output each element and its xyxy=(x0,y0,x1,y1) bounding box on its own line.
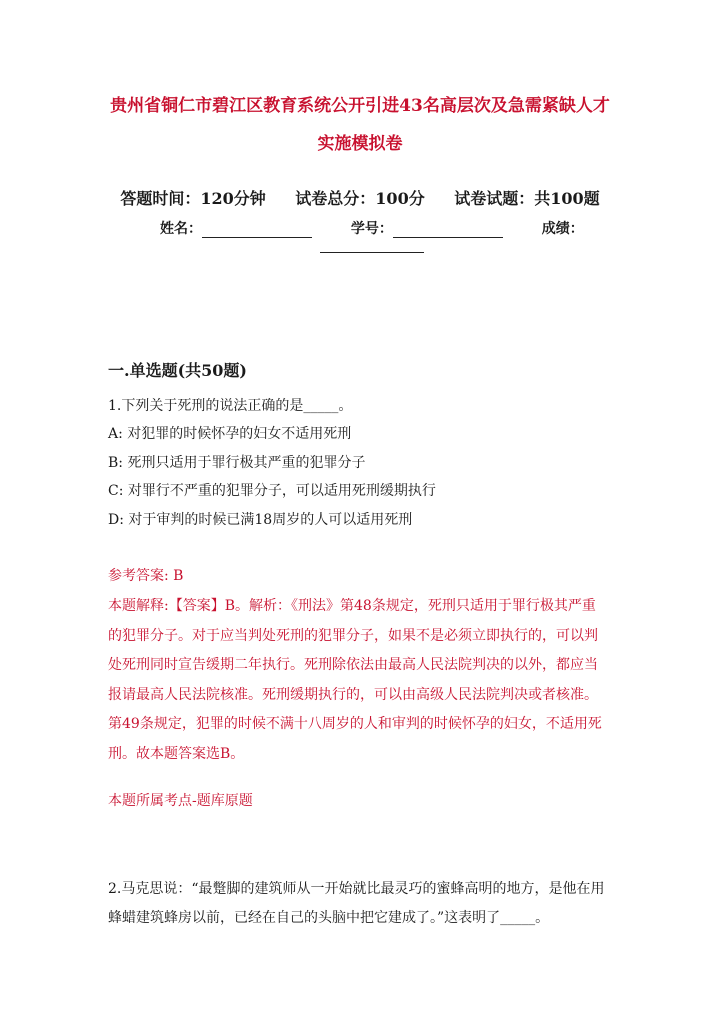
question-1-option-d[interactable]: D: 对于审判的时候已满18周岁的人可以适用死刑 xyxy=(108,512,413,528)
question-1-answer: 参考答案: B xyxy=(108,568,184,584)
question-2-stem: 2.马克思说：“最蹩脚的建筑师从一开始就比最灵巧的蜜蜂高明的地方，是他在用蜂蜡建筑蜂房以前，已经在自己的头脑中把它建成了。”这表明了_____。 xyxy=(108,881,605,926)
id-field[interactable] xyxy=(351,218,503,238)
answer-time: 答题时间：120分钟 xyxy=(120,189,266,208)
id-blank[interactable] xyxy=(393,223,503,238)
score-label: 成绩： xyxy=(541,221,584,237)
question-1-stem: 1.下列关于死刑的说法正确的是_____。 xyxy=(108,398,353,414)
score-field xyxy=(542,218,584,238)
section-heading: 一.单选题(共50题) xyxy=(108,361,247,380)
exam-title-line-1: 贵州省铜仁市碧江区教育系统公开引进43名高层次及急需紧缺人才 xyxy=(110,96,610,116)
id-label: 学号： xyxy=(350,221,393,237)
total-score: 试卷总分：100分 xyxy=(295,189,425,208)
question-count: 试卷试题：共100题 xyxy=(454,189,600,208)
exam-meta xyxy=(0,186,720,209)
score-blank[interactable] xyxy=(320,252,424,253)
question-1-option-c[interactable]: C: 对罪行不严重的犯罪分子，可以适用死刑缓期执行 xyxy=(108,483,436,499)
name-label: 姓名： xyxy=(160,221,202,237)
question-1-option-b[interactable]: B: 死刑只适用于罪行极其严重的犯罪分子 xyxy=(108,455,366,471)
name-field[interactable] xyxy=(160,218,312,238)
student-info-fields xyxy=(160,218,618,238)
name-blank[interactable] xyxy=(202,223,312,238)
question-1-knowledge-point: 本题所属考点-题库原题 xyxy=(108,793,253,809)
question-1-explanation: 本题解释:【答案】B。解析：《刑法》第48条规定，死刑只适用于罪行极其严重的犯罪分子。对于应当判处死刑的犯罪分子，如果不是必须立即执行的，可以判处死刑同时宣告缓期二年执行。死刑除依法由最高人民法院判决的以外，都应当报请最高人民法院核准。死刑缓期执行的，可以由高级人民法院判决或者核准。第49条规定，犯罪的时候不满十八周岁的人和审判的时候怀孕的妇女，不适用死刑。故本题答案选B。 xyxy=(108,598,602,762)
question-1-option-a[interactable]: A: 对犯罪的时候怀孕的妇女不适用死刑 xyxy=(108,426,352,442)
exam-title-line-2: 实施模拟卷 xyxy=(317,134,403,154)
